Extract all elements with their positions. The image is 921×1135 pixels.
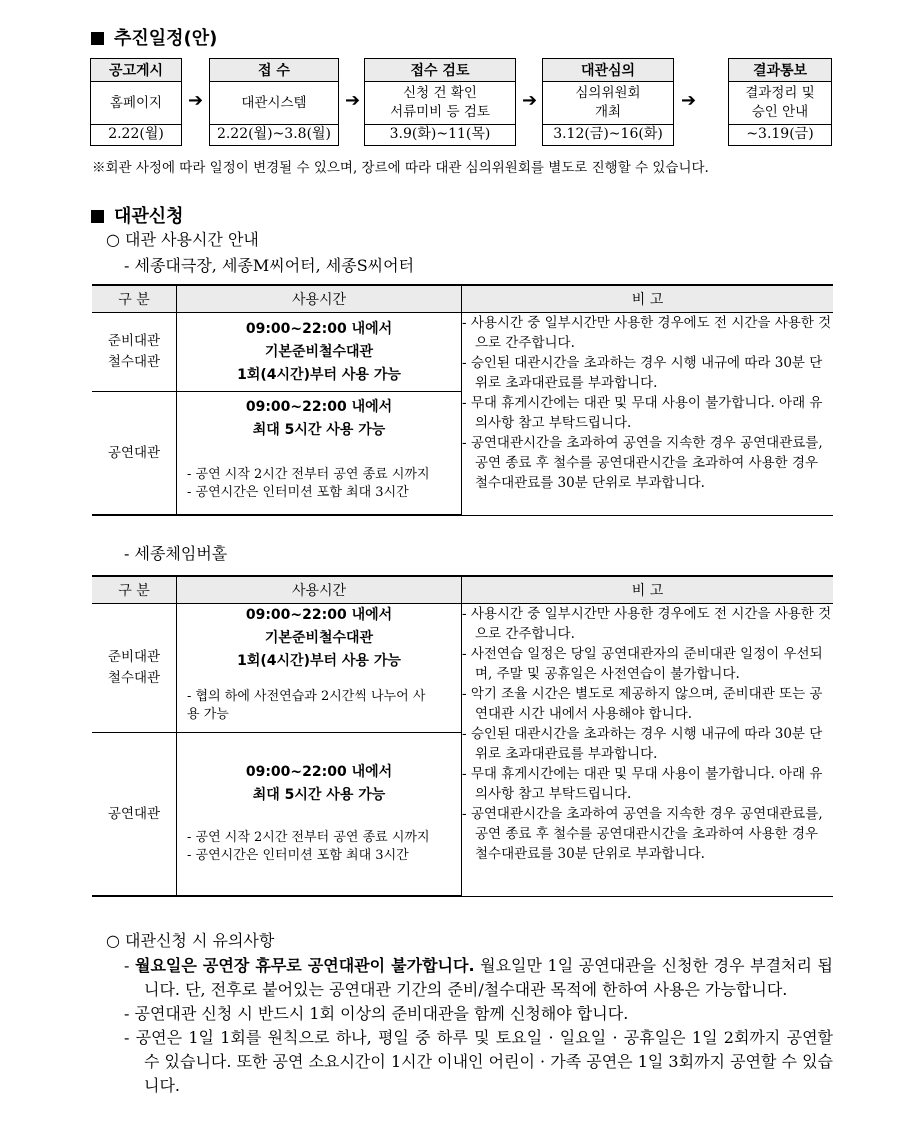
category-cell: 준비대관 철수대관: [92, 313, 177, 392]
step-header: 접수 검토: [364, 58, 516, 82]
time-cell: 09:00~22:00 내에서 최대 5시간 사용 가능 - 공연 시작 2시간 전부터 공연 종료 시까지 - 공연시간은 인터미션 포함 최대 3시간: [177, 392, 462, 516]
schedule-step-4: [542, 58, 674, 146]
step-date: ~3.19(금): [728, 124, 832, 146]
category-cell: 준비대관 철수대관: [92, 604, 177, 733]
step-body: 결과정리 및 승인 안내: [728, 82, 832, 124]
time-cell: 09:00~22:00 내에서 최대 5시간 사용 가능 - 공연 시작 2시간 전부터 공연 종료 시까지 - 공연시간은 인터미션 포함 최대 3시간: [177, 733, 462, 897]
cautions-title: ○ 대관신청 시 유의사항: [106, 931, 275, 950]
table-row: [92, 313, 833, 392]
col-header-category: 구 분: [92, 285, 177, 313]
caution-item: - 공연은 1일 1회를 원칙으로 하나, 평일 중 하루 및 토요일 · 일요일 · 공휴일은 1일 2회까지 공연할 수 있습니다. 또한 공연 소요시간이 1시간 이내인 어린이 · 가족 공연은 1일 3회까지 공연할 수 있습니다.: [124, 1028, 833, 1095]
schedule-step-3: [364, 58, 516, 146]
step-date: 2.22(월): [90, 124, 182, 146]
square-bullet-icon: [91, 210, 104, 223]
step-body: 심의위원회 개최: [542, 82, 674, 124]
table-header-row: [92, 285, 833, 313]
col-header-time: 사용시간: [177, 576, 462, 604]
col-header-remarks: 비 고: [462, 285, 834, 313]
step-header: 대관심의: [542, 58, 674, 82]
schedule-heading: [91, 24, 217, 50]
time-cell: 09:00~22:00 내에서 기본준비철수대관 1회(4시간)부터 사용 가능 - 협의 하에 사전연습과 2시간씩 나누어 사용 가능: [177, 604, 462, 733]
usage-table-1: [92, 284, 833, 516]
time-cell: 09:00~22:00 내에서 기본준비철수대관 1회(4시간)부터 사용 가능: [177, 313, 462, 392]
venue1-label: - 세종대극장, 세종M씨어터, 세종S씨어터: [124, 256, 415, 275]
step-header: 결과통보: [728, 58, 832, 82]
schedule-step-2: [209, 58, 339, 146]
schedule-title: 추진일정(안): [114, 28, 218, 49]
venue2-label: - 세종체임버홀: [124, 544, 228, 563]
col-header-remarks: 비 고: [462, 576, 834, 604]
schedule-step-1: [90, 58, 182, 146]
step-date: 2.22(월)~3.8(월): [209, 124, 339, 146]
arrow-right-icon: ➔: [345, 90, 361, 111]
col-header-time: 사용시간: [177, 285, 462, 313]
remarks-cell: - 사용시간 중 일부시간만 사용한 경우에도 전 시간을 사용한 것으로 간주합니다. - 승인된 대관시간을 초과하는 경우 시행 내규에 따라 30분 단위로 초과대관료를 부과합니다. - 무대 휴게시간에는 대관 및 무대 사용이 불가합니다. 아래 유의사항 참고 부탁드립니다. - 공연대관시간을 초과하여 공연을 지속한 경우 공연대관료를, 공연 종료 후 철수를 공연대관시간을 초과하여 사용한 경우 철수대관료를 30분 단위로 부과합니다.: [462, 313, 834, 516]
caution-item: - 공연대관 신청 시 반드시 1회 이상의 준비대관을 함께 신청해야 합니다.: [124, 1004, 629, 1023]
square-bullet-icon: [91, 32, 104, 45]
arrow-right-icon: ➔: [681, 90, 697, 111]
usage-title: ○ 대관 사용시간 안내: [106, 230, 259, 249]
category-cell: 공연대관: [92, 392, 177, 516]
remarks-cell: - 사용시간 중 일부시간만 사용한 경우에도 전 시간을 사용한 것으로 간주합니다. - 사전연습 일정은 당일 공연대관자의 준비대관 일정이 우선되며, 주말 및 공휴일은 사전연습이 불가합니다. - 악기 조율 시간은 별도로 제공하지 않으며, 준비대관 또는 공연대관 시간 내에서 사용해야 합니다. - 승인된 대관시간을 초과하는 경우 시행 내규에 따라 30분 단위로 초과대관료를 부과합니다. - 무대 휴게시간에는 대관 및 무대 사용이 불가합니다. 아래 유의사항 참고 부탁드립니다. - 공연대관시간을 초과하여 공연을 지속한 경우 공연대관료를, 공연 종료 후 철수를 공연대관시간을 초과하여 사용한 경우 철수대관료를 30분 단위로 부과합니다.: [462, 604, 834, 897]
application-heading: [91, 202, 184, 228]
caution-item: - 월요일은 공연장 휴무로 공연대관이 불가합니다. 월요일만 1일 공연대관을 신청한 경우 부결처리 됩니다. 단, 전후로 붙어있는 공연대관 기간의 준비/철수대관 목적에 한하여 사용은 가능합니다.: [124, 956, 834, 999]
arrow-right-icon: ➔: [188, 90, 204, 111]
arrow-right-icon: ➔: [522, 90, 538, 111]
step-body: 홈페이지: [90, 82, 182, 124]
step-date: 3.9(화)~11(목): [364, 124, 516, 146]
table-header-row: [92, 576, 833, 604]
category-cell: 공연대관: [92, 733, 177, 897]
cautions-list: [124, 954, 833, 1098]
step-header: 공고게시: [90, 58, 182, 82]
step-date: 3.12(금)~16(화): [542, 124, 674, 146]
step-body: 대관시스템: [209, 82, 339, 124]
usage-table-2: [92, 575, 833, 897]
application-title: 대관신청: [114, 206, 184, 227]
col-header-category: 구 분: [92, 576, 177, 604]
schedule-step-5: [728, 58, 832, 146]
schedule-note: ※회관 사정에 따라 일정이 변경될 수 있으며, 장르에 따라 대관 심의위원회를 별도로 진행할 수 있습니다.: [92, 160, 709, 176]
step-body: 신청 건 확인 서류미비 등 검토: [364, 82, 516, 124]
table-row: [92, 604, 833, 733]
step-header: 접 수: [209, 58, 339, 82]
